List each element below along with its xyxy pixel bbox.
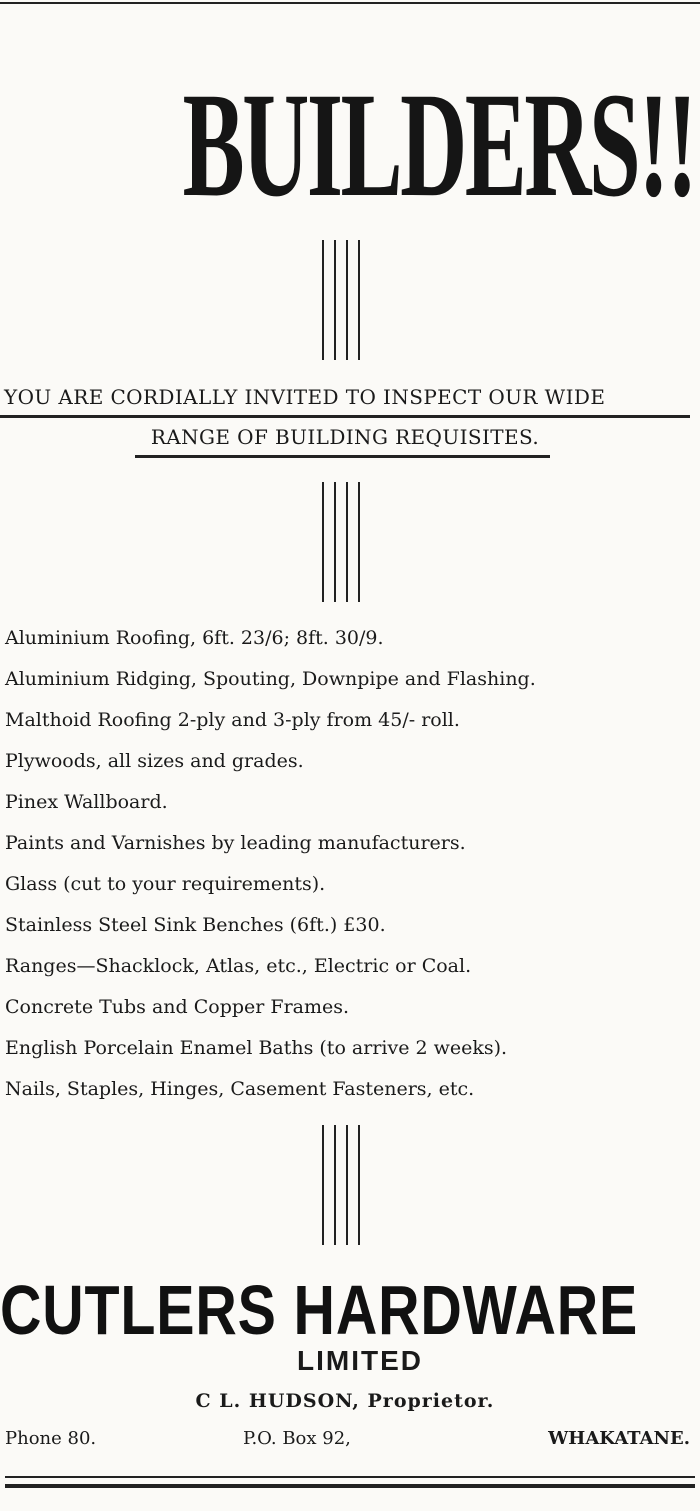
decorative-bars-middle (320, 482, 370, 602)
top-rule (0, 2, 700, 4)
list-item: Aluminium Roofing, 6ft. 23/6; 8ft. 30/9. (5, 627, 384, 649)
bottom-rule-thin (5, 1476, 695, 1478)
invitation-line-2: RANGE OF BUILDING REQUISITES. (150, 425, 540, 449)
product-list (5, 620, 695, 1112)
decorative-bars-top (320, 240, 370, 360)
contact-row (5, 1428, 690, 1458)
list-item: Malthoid Roofing 2-ply and 3-ply from 45/- roll. (5, 709, 460, 731)
invitation-line-1: YOU ARE CORDIALLY INVITED TO INSPECT OUR WIDE (4, 385, 606, 409)
po-box: P.O. Box 92, (243, 1428, 351, 1449)
company-suffix: LIMITED (297, 1345, 423, 1376)
list-item: Plywoods, all sizes and grades. (5, 750, 304, 772)
list-item: Pinex Wallboard. (5, 791, 168, 813)
list-item: Concrete Tubs and Copper Frames. (5, 996, 350, 1018)
list-item: Paints and Varnishes by leading manufacturers. (5, 832, 466, 854)
list-item: Stainless Steel Sink Benches (6ft.) £30. (5, 914, 386, 936)
headline: BUILDERS!! (182, 62, 696, 228)
list-item: Ranges—Shacklock, Atlas, etc., Electric or Coal. (5, 955, 472, 977)
decorative-bars-bottom (320, 1125, 370, 1245)
town-name: WHAKATANE. (548, 1428, 690, 1449)
list-item: Aluminium Ridging, Spouting, Downpipe and Flashing. (5, 668, 536, 690)
phone-number: Phone 80. (5, 1428, 97, 1449)
list-item: Nails, Staples, Hinges, Casement Fasteners, etc. (5, 1078, 475, 1100)
list-item: Glass (cut to your requirements). (5, 873, 326, 895)
invitation-underline-2 (135, 455, 550, 458)
invitation-underline-1 (0, 415, 690, 418)
company-name: CUTLERS HARDWARE (0, 1271, 639, 1349)
proprietor-line: C L. HUDSON, Proprietor. (195, 1390, 495, 1412)
bottom-rule-thick (5, 1484, 695, 1488)
list-item: English Porcelain Enamel Baths (to arrive 2 weeks). (5, 1037, 508, 1059)
